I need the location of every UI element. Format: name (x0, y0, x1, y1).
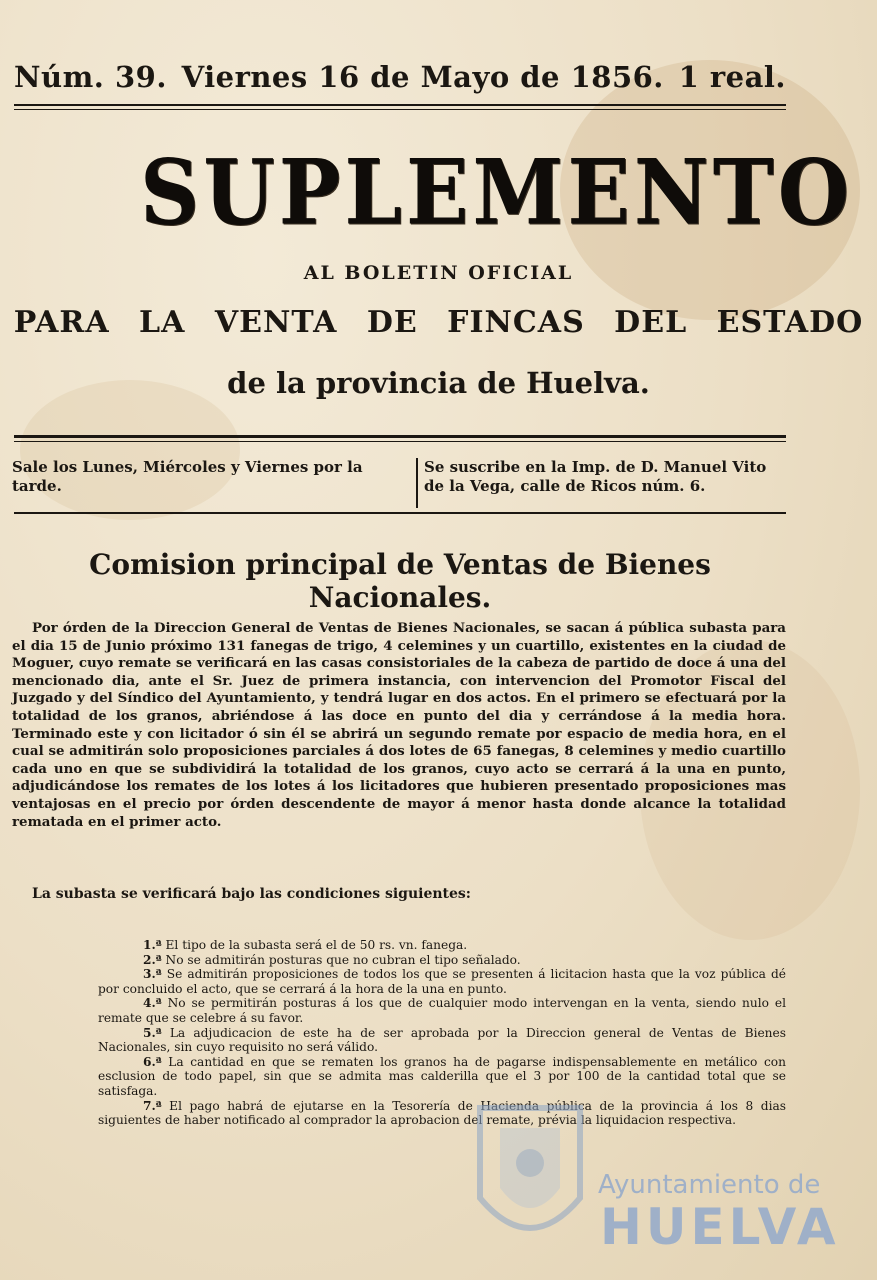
condition-item: 2.ª No se admitirán posturas que no cubran el tipo señalado. (143, 952, 521, 967)
masthead-rule-thin (14, 109, 786, 110)
subtitle-venta: PARA LA VENTA DE FINCAS DEL ESTADO (13, 305, 864, 340)
condition-item: 5.ª La adjudicacion de este ha de ser aprobada por la Direccion general de Ventas de Bienes Nacionales, sin cuyo requisito no será válido. (98, 1025, 786, 1055)
section-title: Comision principal de Ventas de Bienes Nacionales. (89, 548, 711, 614)
info-top-rule-thin (14, 441, 786, 442)
article-body: Por órden de la Direccion General de Ventas de Bienes Nacionales, se sacan á pública subasta para el dia 15 de Junio próximo 131 fanegas de trigo, 4 celemines y un cuartillo, existentes en la ciudad de Moguer, cuyo remate se verificará en las casas consistoriales de la cabeza de partido de doce á una del mencionado dia, ante el Sr. Juez de primera instancia, con intervencion del Promotor Fiscal del Juzgado y del Síndico del Ayuntamiento, y tendrá lugar en dos actos. En el primero se efectuará por la totalidad de los granos, abriéndose á las doce en punto del dia y cerrándose á la media hora. Terminado este y con licitador ó sin él se abrirá un segundo remate por espacio de media hora, en el cual se admitirán solo proposiciones parciales á dos lotes de 65 fanegas, 8 celemines y medio cuartillo cada uno en que se subdividirá la totalidad de los granos, cuyo acto se cerrará á la una en punto, adjudicándose los remates de los lotes á los licitadores que hubieren presentado proposiciones mas ventajosas en el precio por órden descendente de mayor á menor hasta donde alcance la totalidad rematada en el primer acto. (12, 620, 786, 830)
subtitle-boletin: AL BOLETIN OFICIAL (303, 262, 574, 284)
issue-price: 1 real. (678, 60, 786, 94)
info-top-rule (14, 435, 786, 438)
newspaper-title: SUPLEMENTO (140, 140, 854, 246)
condition-item: 1.ª El tipo de la subasta será el de 50 rs. vn. fanega. (143, 938, 468, 952)
subscription-info: Se suscribe en la Imp. de D. Manuel Vito de la Vega, calle de Ricos núm. 6. (424, 458, 767, 495)
publication-info (12, 458, 787, 508)
condition-item: 6.ª La cantidad en que se rematen los granos ha de pagarse indispensablemente en metálico con esclusion de todo papel, sin que se admita mas calderilla que el 3 por 100 de la cantidad total que se satisfaga. (98, 1054, 786, 1098)
issue-number: Núm. 39. (14, 60, 167, 94)
subtitle-provincia: de la provincia de Huelva. (227, 366, 650, 400)
watermark-logo-text: HUELVA (600, 1198, 840, 1256)
watermark-text: Ayuntamiento de (598, 1170, 821, 1200)
info-bottom-rule (14, 512, 786, 514)
condition-item: 3.ª Se admitirán proposiciones de todos los que se presenten á licitacion hasta que la voz pública dé por concluido el acto, que se cerrará á la hora de la una en punto. (98, 967, 787, 996)
info-divider (416, 458, 418, 508)
condition-item: 7.ª El pago habrá de ejutarse en la Tesorería de Hacienda pública de la provincia á los 8 dias siguientes de haber notificado al comprador la aprobacion del remate, prévia la liquidacion respectiva. (98, 1098, 786, 1128)
condition-item: 4.ª No se permitirán posturas á los que de cualquier modo intervengan en la venta, siendo nulo el remate que se celebre á su favor. (98, 996, 786, 1025)
masthead (14, 60, 786, 94)
issue-date: Viernes 16 de Mayo de 1856. (181, 60, 664, 94)
publication-schedule: Sale los Lunes, Miércoles y Viernes por la tarde. (12, 458, 363, 495)
masthead-rule (14, 104, 786, 106)
conditions-intro: La subasta se verificará bajo las condiciones siguientes: (32, 886, 471, 902)
